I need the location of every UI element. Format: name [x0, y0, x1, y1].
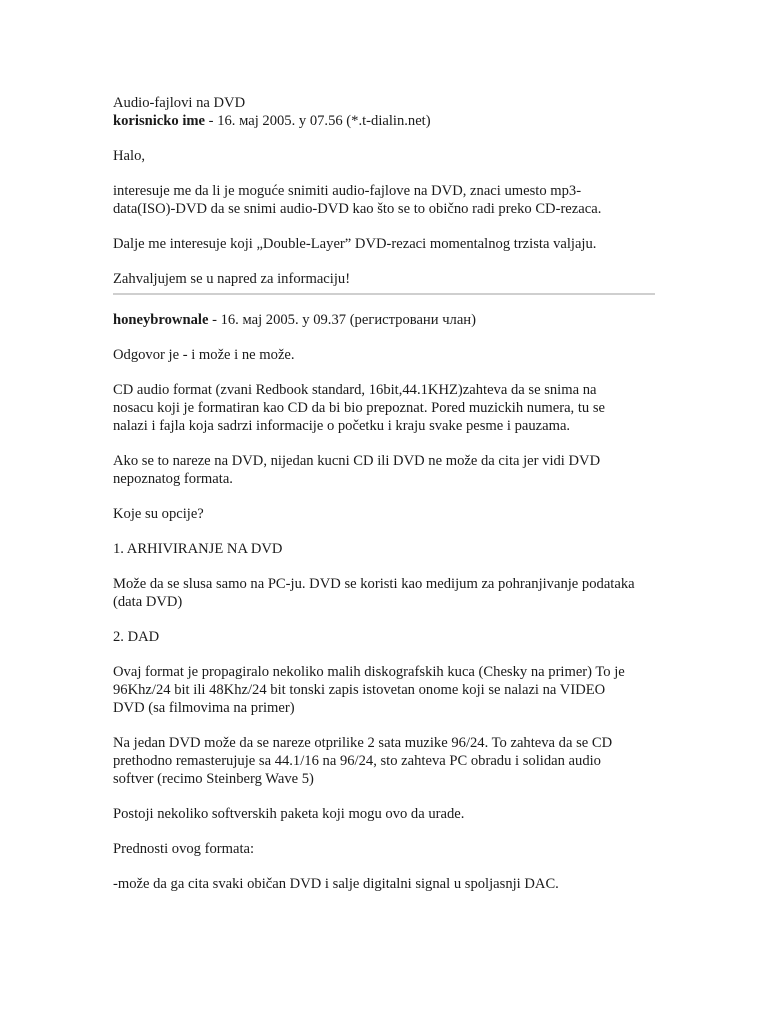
- post-greeting: Halo,: [113, 148, 146, 164]
- text-line: prethodno remasterujuje sa 44.1/16 na 96/24, sto zahteva PC obradu i solidan audio: [113, 753, 601, 769]
- text-line: softver (recimo Steinberg Wave 5): [113, 771, 314, 787]
- text-line: nepoznatog formata.: [113, 471, 233, 487]
- text-line: Ako se to nareze na DVD, nijedan kucni CD ili DVD ne može da cita jer vidi DVD: [113, 453, 601, 469]
- post-title: Audio-fajlovi na DVD: [113, 95, 246, 111]
- text-line: DVD (sa filmovima na primer): [113, 700, 295, 716]
- post-paragraph: [113, 452, 658, 488]
- text-line: interesuje me da li je moguće snimiti audio-fajlove na DVD, znaci umesto mp3-: [113, 183, 582, 199]
- author-name: korisnicko ime: [113, 113, 206, 129]
- section-heading: 1. ARHIVIRANJE NA DVD: [113, 541, 283, 557]
- text-line: data(ISO)-DVD da se snimi audio-DVD kao što se to obično radi preko CD-rezaca.: [113, 201, 602, 217]
- text-line: (data DVD): [113, 594, 183, 610]
- post-paragraph: [113, 182, 658, 218]
- text-line: Može da se slusa samo na PC-ju. DVD se koristi kao medijum za pohranjivanje podataka: [113, 576, 635, 592]
- section-heading: 2. DAD: [113, 629, 160, 645]
- forum-thread: [113, 94, 658, 893]
- post-paragraph: Zahvaljujem se u napred za informaciju!: [113, 271, 351, 287]
- post-divider: [113, 293, 655, 295]
- text-line: Ovaj format je propagiralo nekoliko malih diskografskih kuca (Chesky na primer) To je: [113, 664, 625, 680]
- author-name: honeybrownale: [113, 312, 209, 328]
- post-header: [113, 112, 658, 130]
- post-original: [113, 94, 658, 288]
- text-line: nosacu koji je formatiran kao CD da bi bio prepoznat. Pored muzickih numera, tu se: [113, 400, 605, 416]
- text-line: 96Khz/24 bit ili 48Khz/24 bit tonski zapis istovetan onome koji se nalazi na VIDEO: [113, 682, 606, 698]
- post-meta: - 16. мај 2005. у 09.37 (регистровани члан): [208, 312, 476, 328]
- text-line: CD audio format (zvani Redbook standard, 16bit,44.1KHZ)zahteva da se snima na: [113, 382, 597, 398]
- post-meta: - 16. мај 2005. у 07.56 (*.t-dialin.net): [205, 113, 431, 129]
- post-paragraph: [113, 734, 658, 788]
- post-header: [113, 311, 658, 329]
- post-reply: [113, 311, 658, 893]
- post-paragraph: Odgovor je - i može i ne može.: [113, 347, 295, 363]
- post-paragraph: [113, 663, 658, 717]
- text-line: Na jedan DVD može da se nareze otprilike 2 sata muzike 96/24. To zahteva da se CD: [113, 735, 613, 751]
- post-paragraph: [113, 575, 658, 611]
- post-paragraph: Dalje me interesuje koji „Double-Layer” DVD-rezaci momentalnog trzista valjaju.: [113, 236, 597, 252]
- post-paragraph: Prednosti ovog formata:: [113, 841, 255, 857]
- post-paragraph: Postoji nekoliko softverskih paketa koji mogu ovo da urade.: [113, 806, 465, 822]
- text-line: nalazi i fajla koja sadrzi informacije o početku i kraju svake pesme i pauzama.: [113, 418, 571, 434]
- post-paragraph: -može da ga cita svaki običan DVD i salje digitalni signal u spoljasnji DAC.: [113, 876, 559, 892]
- post-paragraph: [113, 381, 658, 435]
- post-paragraph: Koje su opcije?: [113, 506, 204, 522]
